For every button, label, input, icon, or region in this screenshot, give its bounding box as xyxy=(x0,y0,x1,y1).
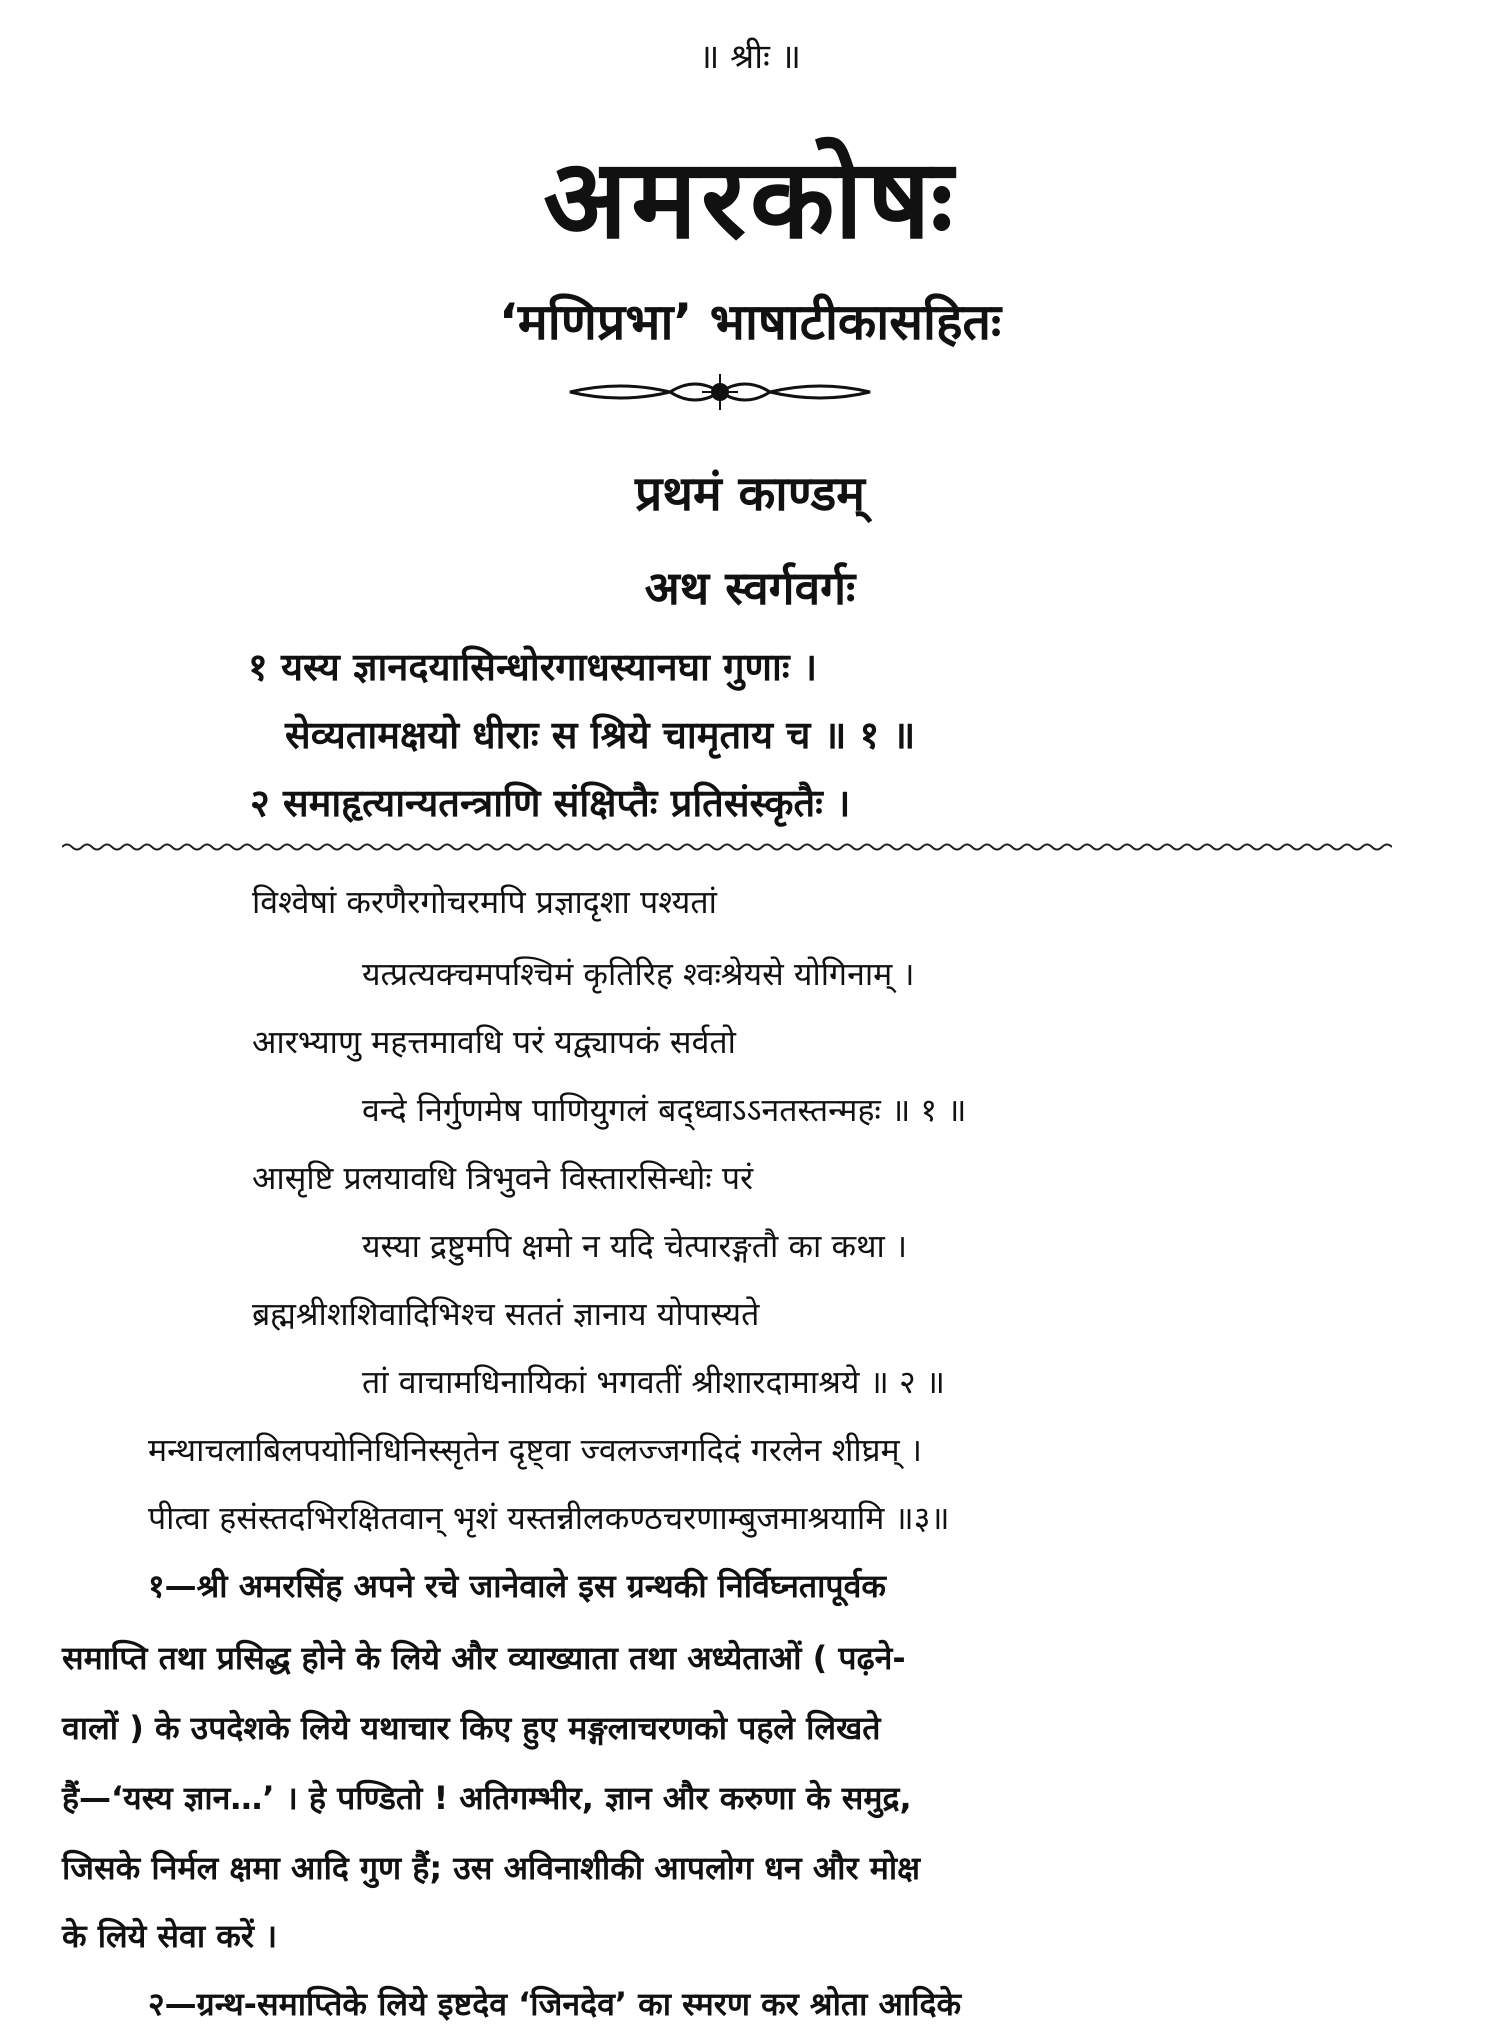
commentary-line: के लिये सेवा करें । xyxy=(62,1917,278,1955)
mangala-line: विश्वेषां करणैरगोचरमपि प्रज्ञादृशा पश्यतां xyxy=(252,883,717,921)
book-subtitle: ‘मणिप्रभा’ भाषाटीकासहितः xyxy=(498,293,1002,351)
mangala-line: पीत्वा हसंस्तदभिरक्षितवान् भृशं यस्तन्नीलकण्ठचरणाम्बुजमाश्रयामि ॥३॥ xyxy=(148,1499,950,1537)
commentary-line: समाप्ति तथा प्रसिद्ध होने के लिये और व्याख्याता तथा अध्येताओं ( पढ़ने- xyxy=(62,1639,906,1677)
mangala-line: मन्थाचलाबिलपयोनिधिनिस्सृतेन दृष्ट्वा ज्वलज्जगदिदं गरलेन शीघ्रम् । xyxy=(148,1431,922,1469)
verse-line: सेव्यतामक्षयो धीराः स श्रिये चामृताय च ॥ १ ॥ xyxy=(285,713,916,757)
mangala-line: आरभ्याणु महत्तमावधि परं यद्व्यापकं सर्वतो xyxy=(252,1023,736,1061)
commentary-line: २—ग्रन्थ-समाप्तिके लिये इष्टदेव ‘जिनदेव’ का स्मरण कर श्रोता आदिके xyxy=(148,1985,962,2023)
mangala-line: आसृष्टि प्रलयावधि त्रिभुवने विस्तारसिन्धोः परं xyxy=(252,1159,754,1197)
invocation-line: ॥ श्रीः ॥ xyxy=(698,37,802,77)
mangala-line: ब्रह्मश्रीशशिवादिभिश्च सततं ज्ञानाय योपास्यते xyxy=(252,1295,760,1333)
kanda-heading: प्रथमं काण्डम् xyxy=(635,466,865,522)
mangala-line: यस्या द्रष्टुमपि क्षमो न यदि चेत्पारङ्गतौ का कथा । xyxy=(362,1227,908,1265)
wavy-divider xyxy=(62,840,1392,854)
verse-line: १ यस्य ज्ञानदयासिन्धोरगाधस्यानघा गुणाः । xyxy=(248,645,818,689)
commentary-line: वालों ) के उपदेशके लिये यथाचार किए हुए मङ्गलाचरणको पहले लिखते xyxy=(62,1709,881,1747)
commentary-line: हैं—‘यस्य ज्ञान…’ । हे पण्डितो ! अतिगम्भीर, ज्ञान और करुणा के समुद्र, xyxy=(62,1779,912,1817)
commentary-line: जिसके निर्मल क्षमा आदि गुण हैं; उस अविनाशीकी आपलोग धन और मोक्ष xyxy=(62,1849,921,1887)
mangala-line: वन्दे निर्गुणमेष पाणियुगलं बद्ध्वाऽऽनतस्तन्महः ॥ १ ॥ xyxy=(362,1091,967,1129)
varga-heading: अथ स्वर्गवर्गः xyxy=(644,561,856,615)
mangala-line: यत्प्रत्यक्चमपश्चिमं कृतिरिह श्वःश्रेयसे योगिनाम् । xyxy=(362,955,915,993)
commentary-line: १—श्री अमरसिंह अपने रचे जानेवाले इस ग्रन्थकी निर्विघ्नतापूर्वक xyxy=(148,1567,886,1605)
book-title: अमरकोषः xyxy=(543,135,957,263)
verse-line: २ समाहृत्यान्यतन्त्राणि संक्षिप्तैः प्रतिसंस्कृतैः । xyxy=(250,781,851,825)
mangala-line: तां वाचामधिनायिकां भगवतीं श्रीशारदामाश्रये ॥ २ ॥ xyxy=(362,1363,945,1401)
ornament-divider xyxy=(560,370,880,414)
